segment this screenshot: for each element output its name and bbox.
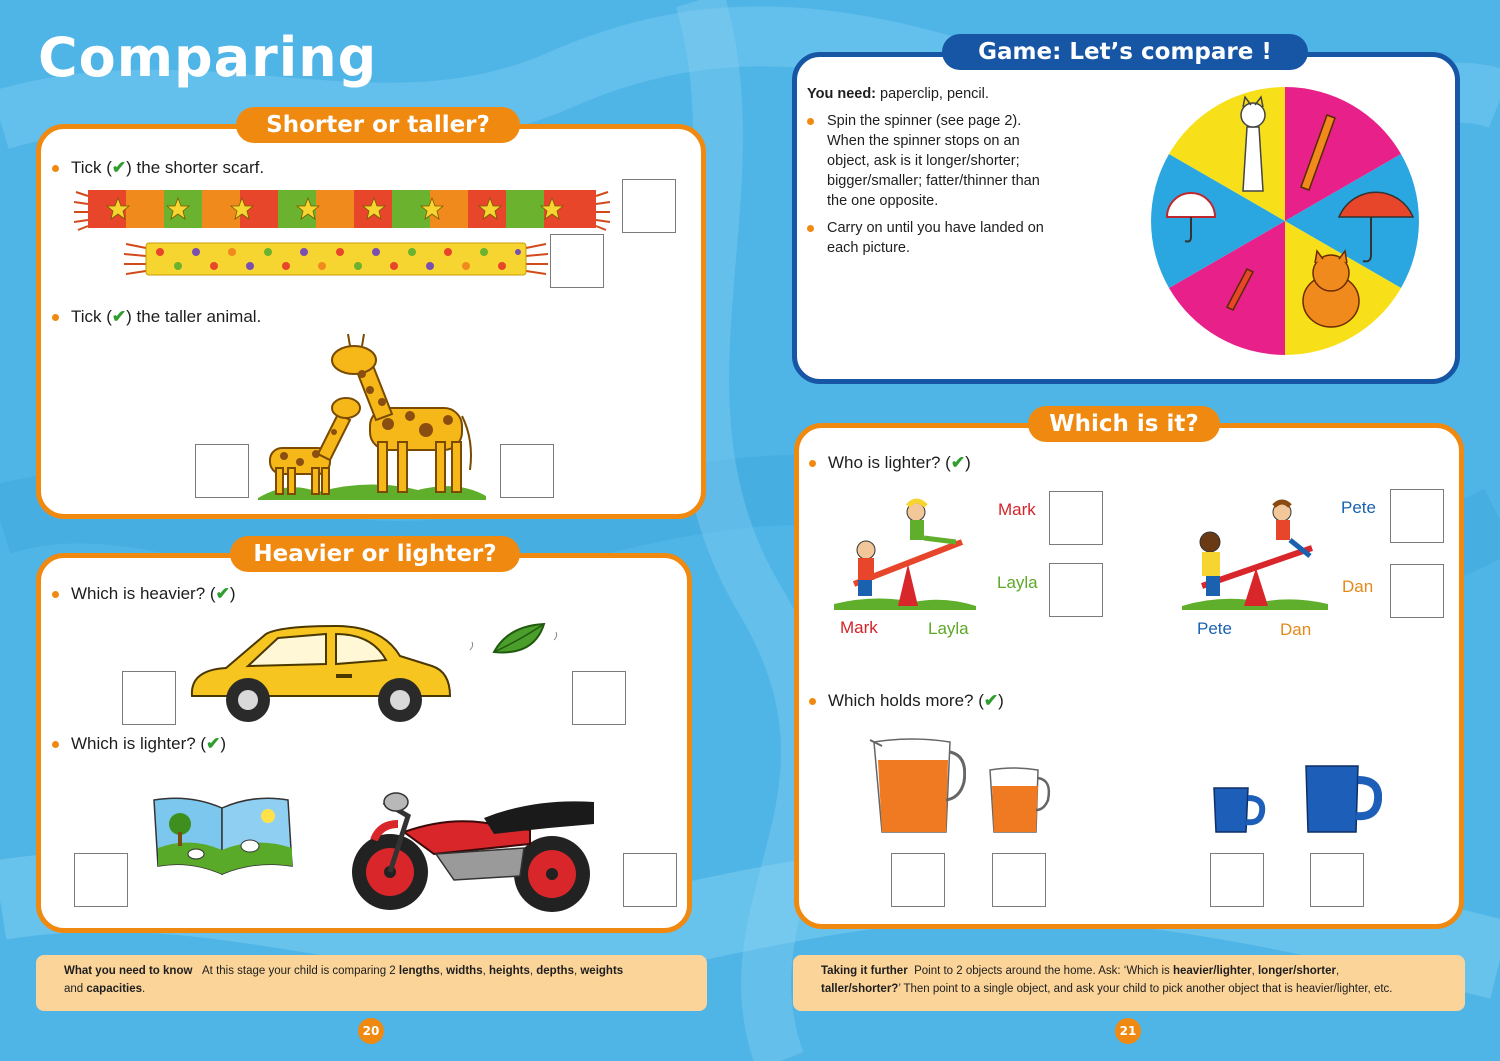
tick-icon: ✔ <box>111 158 127 177</box>
tick-box-small-giraffe[interactable] <box>195 444 249 498</box>
small-jug-illustration <box>986 766 1052 836</box>
tick-box-book[interactable] <box>74 853 128 907</box>
book-illustration <box>150 796 296 878</box>
section-heading-heavier-lighter: Heavier or lighter? <box>230 536 520 572</box>
question-heavier: Which is heavier? ( ✔ ) <box>52 584 235 604</box>
instruction-step: Spin the spinner (see page 2). When the spinner stops on an object, ask is it longer/shorter; bigger/smaller; fatter/thinner than the one opposite. <box>807 111 1051 211</box>
info-box-taking-it-further: Taking it further Point to 2 objects around the home. Ask: ‘Which is heavier/lighter, longer/shorter, taller/shorter?’ Then point to a single object, and ask your child to pick another object that is heavier/lighter, etc. <box>793 955 1465 1011</box>
seesaw-mark-layla-illustration <box>834 498 976 610</box>
tick-box-large-jug[interactable] <box>891 853 945 907</box>
bullet <box>809 698 816 705</box>
tick-box-tall-giraffe[interactable] <box>500 444 554 498</box>
label-dan: Dan <box>1342 577 1374 596</box>
large-mug-illustration <box>1302 762 1382 836</box>
question-shorter-scarf: Tick ( ✔ ) the shorter scarf. <box>52 158 264 178</box>
car-illustration <box>186 622 456 726</box>
instruction-step: Carry on until you have landed on each picture. <box>807 218 1051 258</box>
tick-icon: ✔ <box>983 691 999 710</box>
bullet <box>809 460 816 467</box>
bullet <box>52 741 59 748</box>
section-heading-shorter-taller: Shorter or taller? <box>236 107 520 143</box>
bullet <box>52 314 59 321</box>
label-layla: Layla <box>997 573 1038 592</box>
tick-box-dan[interactable] <box>1390 564 1444 618</box>
tick-box-short-scarf[interactable] <box>550 234 604 288</box>
label-pete: Pete <box>1341 498 1376 517</box>
tick-icon: ✔ <box>950 453 966 472</box>
tick-box-large-mug[interactable] <box>1310 853 1364 907</box>
short-scarf-illustration <box>124 238 548 280</box>
tick-box-layla[interactable] <box>1049 563 1103 617</box>
bullet <box>52 165 59 172</box>
question-taller-animal: Tick ( ✔ ) the taller animal. <box>52 307 261 327</box>
you-need-line: You need: paperclip, pencil. <box>807 86 989 102</box>
question-lighter: Which is lighter? ( ✔ ) <box>52 734 226 754</box>
page-number-right: 21 <box>1115 1018 1141 1044</box>
tick-box-pete[interactable] <box>1390 489 1444 543</box>
motorbike-illustration <box>344 784 602 918</box>
question-which-holds-more: Which holds more? ( ✔ ) <box>809 691 1004 711</box>
question-who-is-lighter: Who is lighter? ( ✔ ) <box>809 453 971 473</box>
bullet <box>52 591 59 598</box>
tick-icon: ✔ <box>111 307 127 326</box>
large-jug-illustration <box>868 736 966 836</box>
label-mark-under: Mark <box>840 618 878 637</box>
label-dan-under: Dan <box>1280 620 1312 639</box>
tick-box-small-jug[interactable] <box>992 853 1046 907</box>
page-number-left: 20 <box>358 1018 384 1044</box>
tick-box-small-mug[interactable] <box>1210 853 1264 907</box>
section-heading-which-is-it: Which is it? <box>1028 406 1220 442</box>
seesaw-pete-dan-illustration <box>1182 498 1328 610</box>
label-mark: Mark <box>998 500 1036 519</box>
label-pete-under: Pete <box>1197 619 1232 638</box>
game-instructions <box>807 111 1051 265</box>
section-heading-game: Game: Let’s compare ! <box>942 34 1308 70</box>
tick-box-leaf[interactable] <box>572 671 626 725</box>
tick-box-mark[interactable] <box>1049 491 1103 545</box>
small-mug-illustration <box>1210 784 1266 836</box>
tick-box-long-scarf[interactable] <box>622 179 676 233</box>
tick-icon: ✔ <box>215 584 230 603</box>
long-scarf-illustration <box>74 184 610 234</box>
tick-box-motorbike[interactable] <box>623 853 677 907</box>
spinner-illustration <box>1151 87 1419 355</box>
label-layla-under: Layla <box>928 619 969 638</box>
tick-box-car[interactable] <box>122 671 176 725</box>
page-title: Comparing <box>38 26 378 89</box>
tick-icon: ✔ <box>206 734 221 753</box>
giraffes-illustration <box>258 330 488 500</box>
info-box-what-you-need-to-know: What you need to know At this stage your child is comparing 2 lengths, widths, heights, depths, weights and capacities. <box>36 955 707 1011</box>
leaf-illustration <box>468 618 564 668</box>
